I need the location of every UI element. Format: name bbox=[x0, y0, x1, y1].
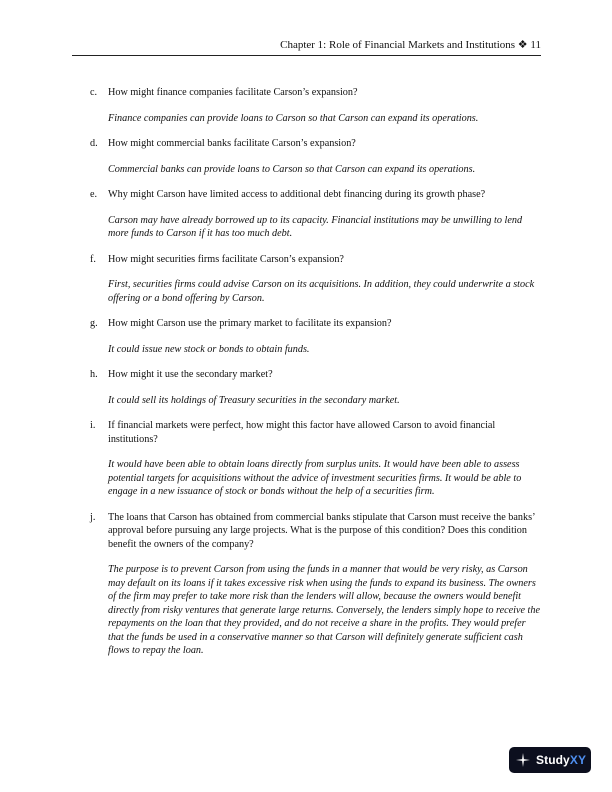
answer-text: Commercial banks can provide loans to Carson so that Carson can expand its operations. bbox=[108, 163, 476, 175]
answer-text: First, securities firms could advise Carson on its acquisitions. In addition, they could underwrite a stock offering or a bond offering by Carson. bbox=[108, 279, 535, 304]
answer-text: Finance companies can provide loans to Carson so that Carson can expand its operations. bbox=[108, 112, 479, 124]
question-letter: e. bbox=[90, 189, 98, 200]
question-item-c bbox=[0, 86, 612, 125]
question-text: How might it use the secondary market? bbox=[108, 369, 273, 380]
question-item-j bbox=[0, 511, 612, 658]
question-text: If financial markets were perfect, how might this factor have allowed Carson to avoid financial institutions? bbox=[108, 420, 496, 445]
question-text: How might commercial banks facilitate Carson’s expansion? bbox=[108, 138, 356, 149]
header-divider bbox=[72, 55, 541, 56]
question-letter: h. bbox=[90, 369, 98, 380]
question-text: How might securities firms facilitate Carson’s expansion? bbox=[108, 253, 344, 265]
answer-text: It could issue new stock or bonds to obtain funds. bbox=[108, 343, 310, 355]
question-letter: g. bbox=[90, 318, 98, 329]
studyxy-watermark-badge[interactable] bbox=[509, 747, 591, 773]
answer-text: It would have been able to obtain loans directly from surplus units. It would have been able to assess potential targets for acquisitions without the advice of investment securities firms. It would be able to engage in a new issuance of stock or bonds without the help of a securities firm. bbox=[108, 459, 522, 497]
question-text: How might finance companies facilitate Carson’s expansion? bbox=[108, 87, 358, 98]
running-header: Chapter 1: Role of Financial Markets and Institutions ❖ 11 bbox=[280, 39, 541, 51]
question-list bbox=[0, 86, 612, 670]
brand-logo-text bbox=[536, 753, 586, 767]
answer-text: Carson may have already borrowed up to its capacity. Financial institutions may be unwilling to lend more funds to Carson if it has too much debt. bbox=[108, 214, 523, 239]
question-text: Why might Carson have limited access to additional debt financing during its growth phase? bbox=[108, 189, 486, 200]
question-item-e bbox=[0, 188, 612, 241]
plus-sparkle-icon bbox=[516, 753, 530, 767]
question-letter: i. bbox=[90, 420, 96, 431]
brand-name-accent: XY bbox=[569, 753, 587, 767]
question-text: The loans that Carson has obtained from commercial banks stipulate that Carson must receive the banks’ approval before pursuing any large projects. What is the purpose of this condition? Does this condition benefit the owners of the company? bbox=[108, 511, 535, 550]
question-letter: c. bbox=[90, 87, 98, 98]
answer-text: The purpose is to prevent Carson from using the funds in a manner that would be very risky, as Carson may default on its loans if it takes excessive risk when using the funds to expand its business. The owners of the firm may prefer to take more risk than the lenders will allow, because the owners would benefit directly from risky ventures that generate large returns. Conversely, the lenders simply hope to receive the repayments on the loan that they provided, and do not receive a share in the profits. They would prefer that the funds be used in a conservative manner so that Carson will definitely generate sufficient cash flows to repay the loan. bbox=[108, 564, 541, 656]
question-text: How might Carson use the primary market to facilitate its expansion? bbox=[108, 318, 392, 329]
brand-name: Study bbox=[536, 753, 570, 767]
question-letter: j. bbox=[90, 511, 96, 523]
question-item-f bbox=[0, 253, 612, 306]
question-item-h bbox=[0, 368, 612, 407]
question-item-i bbox=[0, 419, 612, 499]
question-item-d bbox=[0, 137, 612, 176]
question-item-g bbox=[0, 317, 612, 356]
question-letter: f. bbox=[90, 253, 96, 265]
answer-text: It could sell its holdings of Treasury securities in the secondary market. bbox=[108, 394, 400, 406]
question-letter: d. bbox=[90, 138, 98, 149]
